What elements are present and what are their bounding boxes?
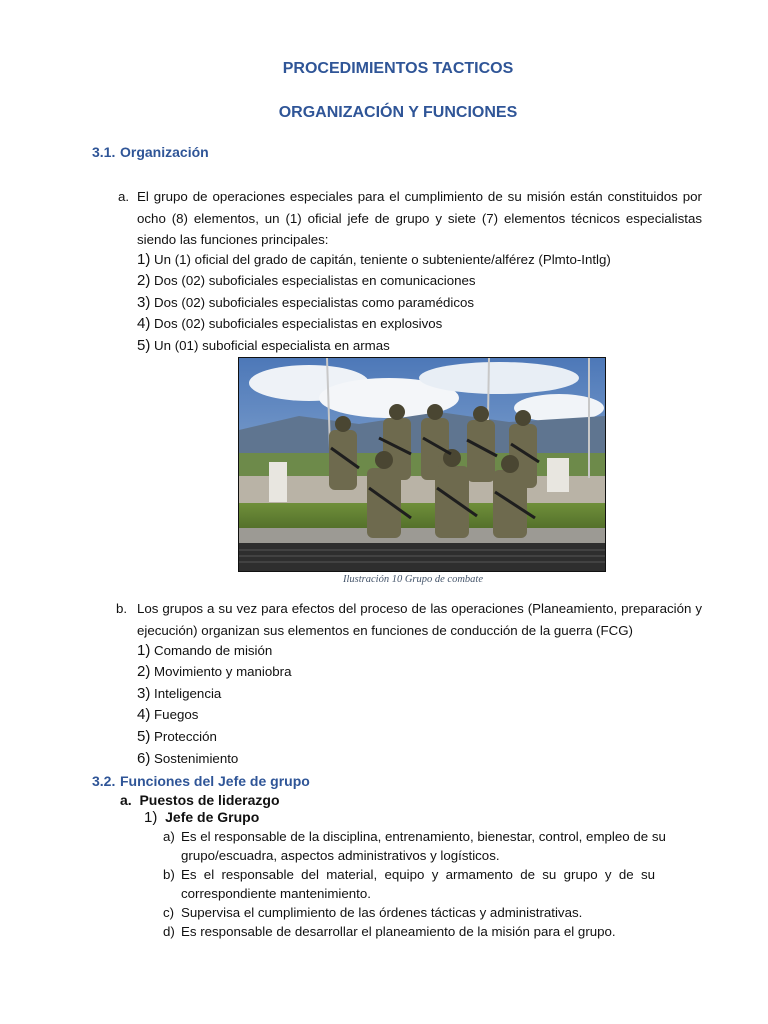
- list-item: 2) Movimiento y maniobra: [137, 663, 292, 680]
- list-item: 3) Dos (02) suboficiales especialistas como paramédicos: [137, 294, 475, 311]
- list-marker: c): [163, 905, 175, 920]
- paragraph-a: El grupo de operaciones especiales para el cumplimiento de su misión están constituidos por ocho (8) elementos, un (1) oficial jefe de grupo y siete (7) elementos técnicos especialistas siendo las funciones principales:: [137, 189, 702, 248]
- subsection-heading-jefe: 1) Jefe de Grupo: [144, 809, 260, 826]
- list-item: 4) Dos (02) suboficiales especialistas en explosivos: [137, 315, 443, 332]
- list-marker: a): [163, 829, 175, 844]
- list-item: Es el responsable de la disciplina, entrenamiento, bienestar, control, empleo de su grupo/escuadra, aspectos administrativos y logísticos.: [181, 829, 666, 863]
- list-marker-b: b.: [116, 601, 128, 616]
- list-marker: b): [163, 867, 175, 882]
- figure-caption: Ilustración 10 Grupo de combate: [343, 574, 483, 585]
- section-heading-3-1: [92, 144, 209, 160]
- list-marker-a: a.: [118, 189, 130, 204]
- list-item: Supervisa el cumplimiento de las órdenes tácticas y administrativas.: [181, 905, 583, 920]
- subsection-heading-a: a. Puestos de liderazgo: [120, 792, 280, 808]
- paragraph-b: Los grupos a su vez para efectos del proceso de las operaciones (Planeamiento, preparación y ejecución) organizan sus elementos en funciones de conducción de la guerra (FCG): [137, 601, 702, 638]
- list-item: 6) Sostenimiento: [137, 750, 239, 767]
- list-item: 1) Un (1) oficial del grado de capitán, teniente o subteniente/alférez (Plmto-Intlg): [137, 251, 611, 268]
- list-item: 5) Un (01) suboficial especialista en armas: [137, 337, 390, 354]
- list-marker: d): [163, 924, 175, 939]
- list-item: 4) Fuegos: [137, 706, 199, 723]
- section-number: 3.1.: [92, 144, 116, 160]
- list-item: Es el responsable del material, equipo y armamento de su grupo y de su correspondiente mantenimiento.: [181, 867, 655, 901]
- list-item: 2) Dos (02) suboficiales especialistas en comunicaciones: [137, 272, 476, 289]
- list-item: 3) Inteligencia: [137, 685, 222, 702]
- list-item: Es responsable de desarrollar el planeamiento de la misión para el grupo.: [181, 924, 616, 939]
- section-number: 3.2.: [92, 773, 116, 789]
- section-title: Organización: [120, 144, 209, 160]
- section-heading-3-2: [92, 773, 310, 789]
- document-title: PROCEDIMIENTOS TACTICOS: [282, 60, 514, 77]
- list-item: 1) Comando de misión: [137, 642, 273, 659]
- list-item: 5) Protección: [137, 728, 217, 745]
- section-title: Funciones del Jefe de grupo: [120, 773, 310, 789]
- document-subtitle: ORGANIZACIÓN Y FUNCIONES: [278, 104, 518, 121]
- combat-group-photo: [238, 357, 606, 572]
